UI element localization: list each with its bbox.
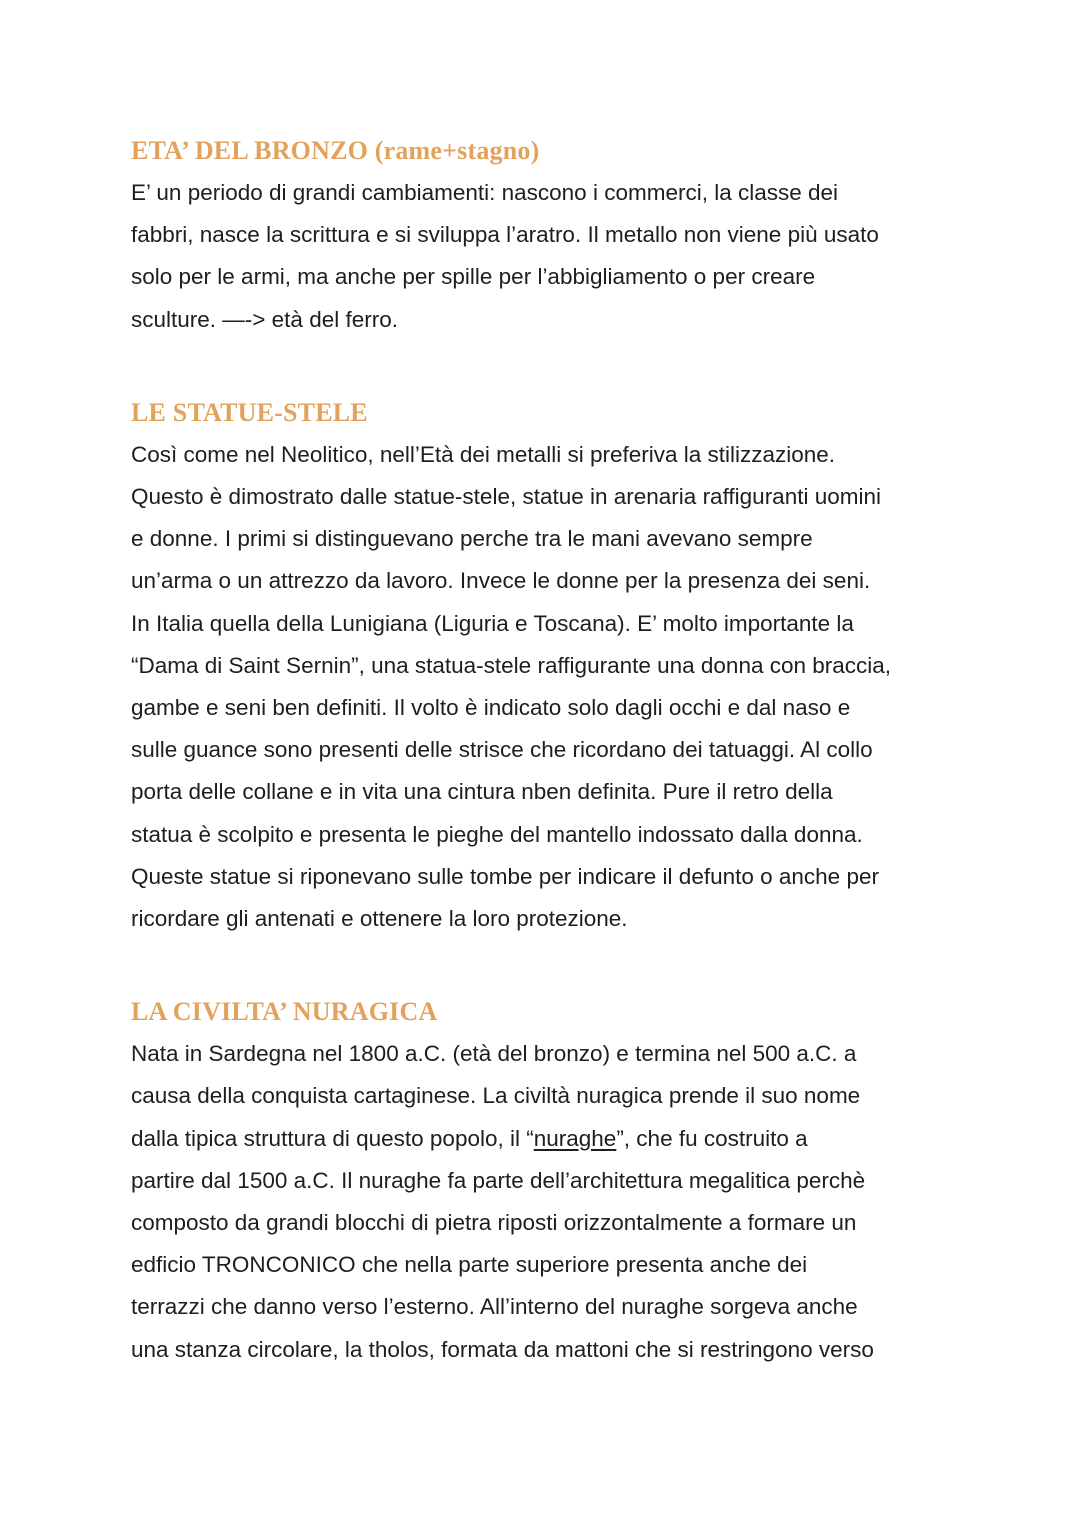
text-line: Queste statue si riponevano sulle tombe per indicare il defunto o anche per — [131, 863, 879, 889]
text-line: causa della conquista cartaginese. La civiltà nuragica prende il suo nome — [131, 1083, 861, 1109]
text-line: In Italia quella della Lunigiana (Liguria e Toscana). E’ molto importante la — [131, 610, 854, 636]
text-fragment: dalla tipica struttura di questo popolo, il “ — [131, 1125, 534, 1151]
section-paragraph — [131, 434, 961, 940]
text-fragment: ”, che fu costruito a — [616, 1125, 808, 1151]
text-line: Nata in Sardegna nel 1800 a.C. (età del bronzo) e termina nel 500 a.C. a — [131, 1041, 857, 1067]
text-line: sculture. —-> età del ferro. — [131, 306, 398, 332]
text-line: composto da grandi blocchi di pietra riposti orizzontalmente a formare un — [131, 1210, 857, 1236]
section-heading: ETA’ DEL BRONZO (rame+stagno) — [131, 136, 540, 165]
text-line: ricordare gli antenati e ottenere la loro protezione. — [131, 906, 628, 932]
text-line: E’ un periodo di grandi cambiamenti: nascono i commerci, la classe dei — [131, 180, 839, 205]
text-line: solo per le armi, ma anche per spille per l’abbigliamento o per creare — [131, 264, 816, 290]
text-line-with-underline — [131, 1118, 961, 1160]
section-heading: LE STATUE-STELE — [131, 397, 368, 427]
text-line: gambe e seni ben definiti. Il volto è indicato solo dagli occhi e dal naso e — [131, 695, 851, 721]
underlined-term: nuraghe — [533, 1125, 617, 1151]
document-page — [131, 134, 961, 1426]
text-line: terrazzi che danno verso l’esterno. All’interno del nuraghe sorgeva anche — [131, 1294, 858, 1320]
section-civilta-nuragica — [131, 995, 961, 1371]
section-paragraph — [131, 172, 961, 341]
section-eta-del-bronzo — [131, 134, 961, 341]
text-line: Questo è dimostrato dalle statue-stele, statue in arenaria raffiguranti uomini — [131, 484, 881, 510]
section-statue-stele — [131, 396, 961, 940]
text-line: fabbri, nasce la scrittura e si sviluppa l’aratro. Il metallo non viene più usato — [131, 222, 879, 248]
text-line: “Dama di Saint Sernin”, una statua-stele raffigurante una donna con braccia, — [131, 652, 892, 678]
section-heading: LA CIVILTA’ NURAGICA — [131, 997, 438, 1027]
text-line: porta delle collane e in vita una cintura nben definita. Pure il retro della — [131, 779, 833, 805]
text-line: un’arma o un attrezzo da lavoro. Invece le donne per la presenza dei seni. — [131, 568, 871, 594]
section-paragraph — [131, 1033, 961, 1371]
text-line: e donne. I primi si distinguevano perche tra le mani avevano sempre — [131, 526, 813, 552]
text-line: statua è scolpito e presenta le pieghe del mantello indossato dalla donna. — [131, 821, 863, 847]
text-line: Così come nel Neolitico, nell’Età dei metalli si preferiva la stilizzazione. — [131, 441, 836, 467]
text-line: una stanza circolare, la tholos, formata da mattoni che si restringono verso — [131, 1336, 874, 1362]
text-line: edficio TRONCONICO che nella parte superiore presenta anche dei — [131, 1252, 808, 1278]
text-line: partire dal 1500 a.C. Il nuraghe fa parte dell’architettura megalitica perchè — [131, 1167, 866, 1193]
text-line: sulle guance sono presenti delle strisce che ricordano dei tatuaggi. Al collo — [131, 737, 873, 763]
